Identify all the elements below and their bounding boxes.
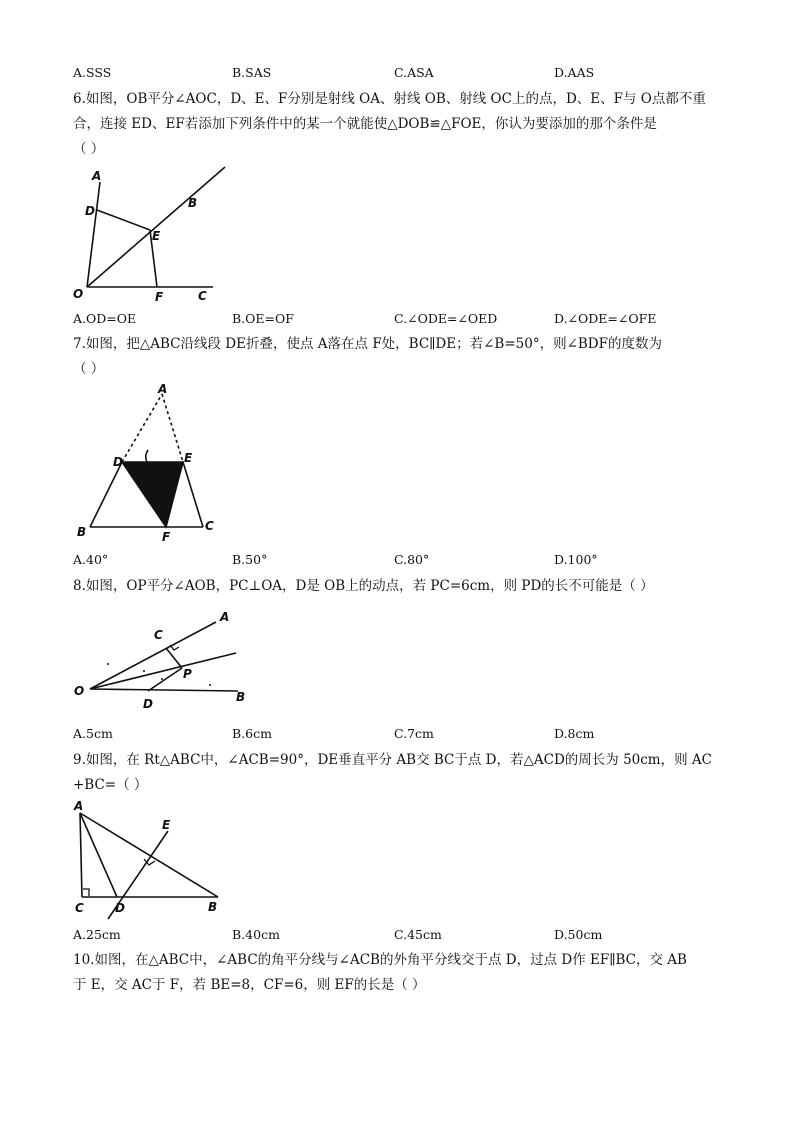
label-b: B	[77, 525, 87, 539]
label-o: O	[74, 684, 85, 698]
q5-option-d[interactable]: D.AAS	[554, 65, 595, 80]
label-b: B	[208, 900, 218, 914]
label-p: P	[183, 667, 192, 681]
label-c: C	[154, 628, 163, 642]
q9-text-line1: 9.如图，在 Rt△ABC中，∠ACB=90°，DE垂直平分 AB交 BC于点 D，若△ACD的周长为 50cm，则 AC	[73, 752, 712, 768]
q9-option-a[interactable]: A.25cm	[73, 927, 121, 942]
q8-figure	[70, 605, 260, 715]
q6-option-b[interactable]: B.OE=OF	[232, 311, 294, 326]
q9-text-line2: +BC=（ ）	[73, 777, 148, 793]
label-d: D	[143, 697, 153, 711]
q7-text-line1: 7.如图，把△ABC沿线段 DE折叠，使点 A落在点 F处，BC∥DE；若∠B=50°，则∠BDF的度数为	[73, 336, 662, 352]
ray-oa	[90, 622, 216, 689]
label-d: D	[85, 204, 95, 218]
q8-option-d[interactable]: D.8cm	[554, 726, 595, 741]
segment-cp	[166, 648, 182, 668]
q7-text-line2: （ ）	[73, 361, 105, 377]
q6-option-d[interactable]: D.∠ODE=∠OFE	[554, 311, 657, 326]
q7-option-a[interactable]: A.40°	[73, 552, 109, 567]
q6-option-a[interactable]: A.OD=OE	[73, 311, 137, 326]
label-c: C	[198, 289, 207, 303]
label-e: E	[184, 451, 193, 465]
right-angle-mark	[170, 645, 179, 650]
right-angle-mark-c	[83, 889, 89, 896]
q7-options	[73, 552, 733, 570]
q9-option-b[interactable]: B.40cm	[232, 927, 280, 942]
noise-dot	[107, 663, 109, 665]
q6-option-c[interactable]: C.∠ODE=∠OED	[394, 311, 498, 326]
dashed-ae	[162, 394, 183, 462]
dashed-da	[122, 394, 162, 462]
label-o: O	[73, 287, 84, 301]
q9-option-c[interactable]: C.45cm	[394, 927, 442, 942]
q7-option-d[interactable]: D.100°	[554, 552, 598, 567]
q10-text-line2: 于 E，交 AC于 F，若 BE=8，CF=6，则 EF的长是（ ）	[73, 977, 426, 993]
q7-option-b[interactable]: B.50°	[232, 552, 268, 567]
q6-text-line1: 6.如图，OB平分∠AOC，D、E、F分别是射线 OA、射线 OB、射线 OC上的点，D、E、F与 O点都不重	[73, 91, 706, 107]
segment-pd	[148, 668, 182, 691]
label-a: A	[158, 382, 168, 396]
q9-options	[73, 927, 733, 945]
q5-option-c[interactable]: C.ASA	[394, 65, 434, 80]
q9-option-d[interactable]: D.50cm	[554, 927, 603, 942]
q6-options	[73, 311, 733, 329]
ray-ob	[90, 689, 238, 691]
ray-oa	[87, 182, 100, 287]
segment-bd	[90, 462, 122, 527]
q8-option-a[interactable]: A.5cm	[73, 726, 113, 741]
label-a: A	[74, 799, 84, 813]
shaded-triangle-def	[122, 462, 183, 527]
q7-option-c[interactable]: C.80°	[394, 552, 430, 567]
label-d: D	[115, 901, 125, 915]
q8-option-c[interactable]: C.7cm	[394, 726, 434, 741]
segment-de	[97, 210, 150, 230]
q6-text-line3: （ ）	[73, 141, 105, 157]
q6-text-line2: 合，连接 ED、EF若添加下列条件中的某一个就能使△DOB≌△FOE，你认为要添加的那个条件是	[73, 116, 657, 132]
q8-options	[73, 726, 733, 744]
label-a: A	[92, 169, 102, 183]
q10-text-line1: 10.如图，在△ABC中，∠ABC的角平分线与∠ACB的外角平分线交于点 D，过点 D作 EF∥BC，交 AB	[73, 952, 687, 968]
label-f: F	[155, 290, 164, 304]
label-b: B	[188, 196, 198, 210]
q5-option-a[interactable]: A.SSS	[73, 65, 112, 80]
segment-ac	[80, 813, 82, 897]
ray-op	[90, 653, 236, 689]
angle-arc	[146, 450, 148, 462]
ray-ob	[87, 167, 225, 287]
q8-text-line1: 8.如图，OP平分∠AOB，PC⊥OA，D是 OB上的动点，若 PC=6cm，则 PD的长不可能是（ ）	[73, 578, 654, 594]
q6-figure	[70, 160, 240, 308]
label-e: E	[152, 229, 161, 243]
q8-option-b[interactable]: B.6cm	[232, 726, 272, 741]
q7-figure	[70, 380, 230, 545]
q5-option-b[interactable]: B.SAS	[232, 65, 272, 80]
label-b: B	[236, 690, 246, 704]
label-d: D	[113, 455, 123, 469]
segment-ad	[80, 813, 117, 897]
segment-ab	[80, 813, 218, 897]
label-e: E	[162, 818, 171, 832]
noise-dot	[161, 678, 163, 680]
q5-options	[73, 65, 733, 83]
noise-dot	[143, 670, 145, 672]
q9-figure	[70, 796, 230, 921]
label-c: C	[205, 519, 214, 533]
label-c: C	[75, 901, 84, 915]
segment-ce	[183, 462, 203, 527]
noise-dot	[209, 684, 211, 686]
label-f: F	[162, 530, 171, 544]
label-a: A	[220, 610, 230, 624]
